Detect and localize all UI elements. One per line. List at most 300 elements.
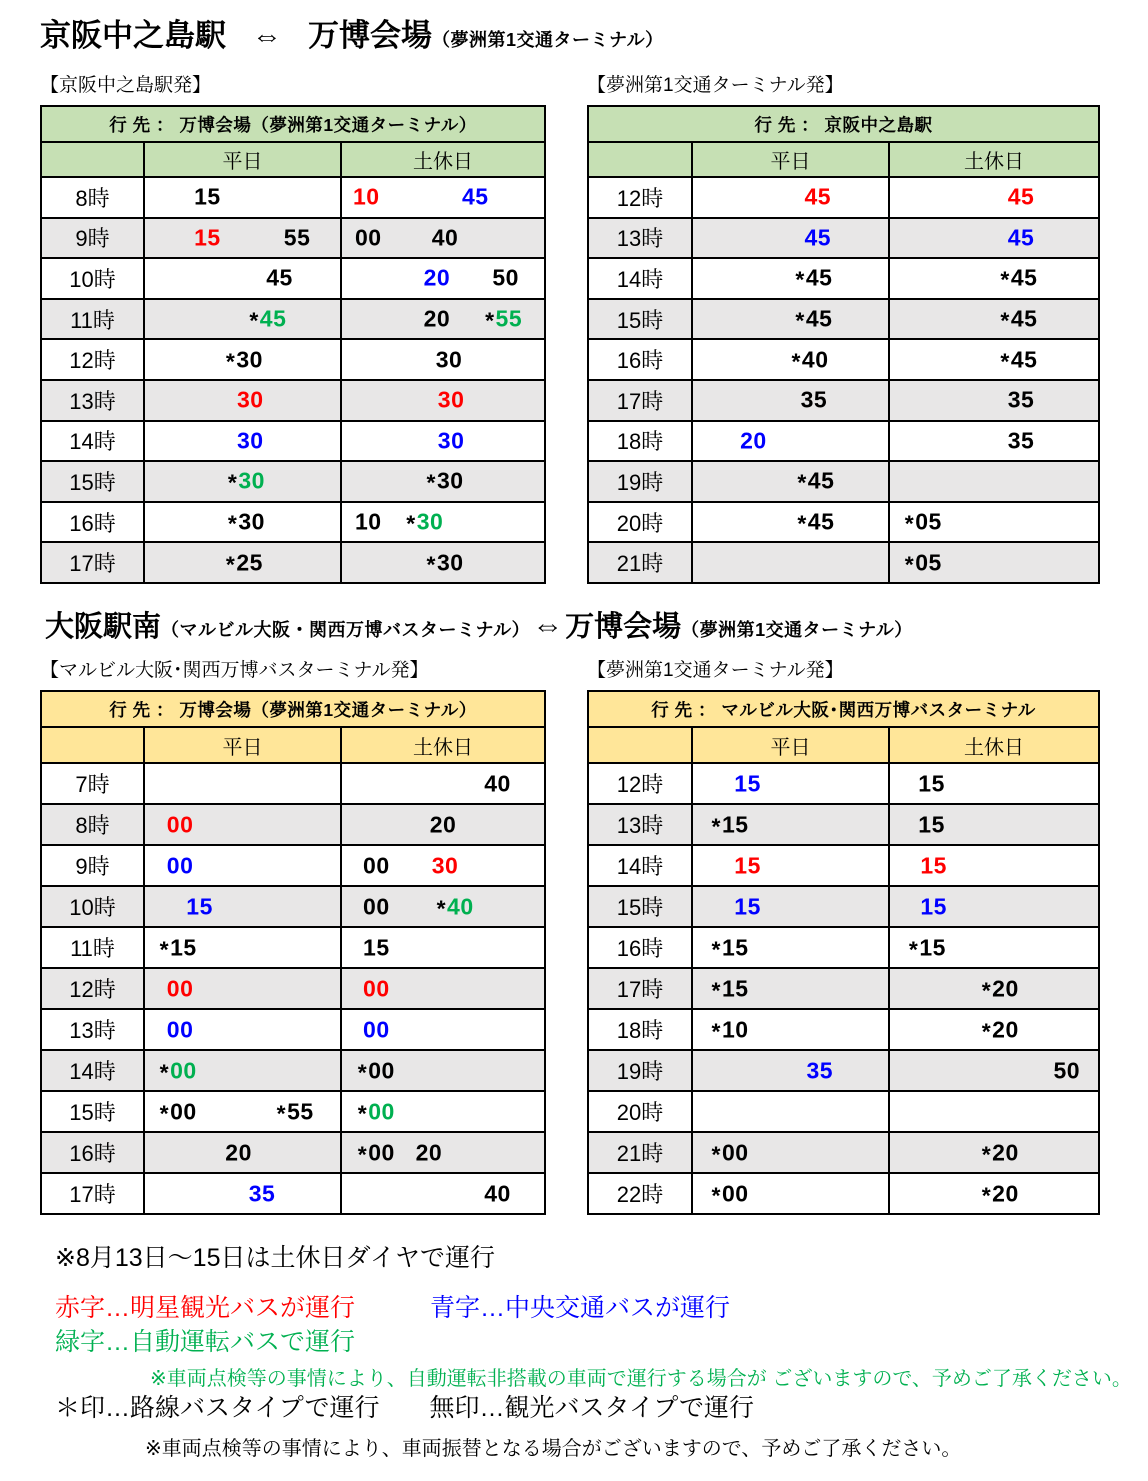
time-value bbox=[432, 224, 459, 251]
route-bus-asterisk: * bbox=[357, 1100, 368, 1126]
minute-text: 10 bbox=[721, 1016, 749, 1042]
minute-text: 15 bbox=[734, 770, 761, 796]
weekday-cell bbox=[143, 1092, 340, 1131]
minute-text: 00 bbox=[368, 1057, 395, 1083]
minute-text: 00 bbox=[721, 1139, 749, 1165]
route-bus-asterisk: * bbox=[485, 307, 495, 334]
minute-text: 15 bbox=[918, 811, 945, 837]
holiday-cell bbox=[888, 887, 1098, 926]
hour-cell: 17時 bbox=[69, 551, 116, 577]
route-bus-asterisk: * bbox=[904, 510, 915, 537]
legend-red-operator: 赤字…明星観光バスが運行 bbox=[55, 1294, 356, 1322]
table-row bbox=[42, 543, 544, 582]
legend-green-operator: 緑字…自動運転バスで運行 bbox=[55, 1328, 356, 1356]
route-bus-asterisk: * bbox=[436, 895, 447, 921]
holiday-cell bbox=[888, 764, 1098, 803]
timetable-nakanoshima-to-expo bbox=[40, 105, 546, 584]
destination-header: 行 先 ： 万博会場（夢洲第1交通ターミナル） bbox=[42, 692, 544, 728]
table-row bbox=[589, 340, 1098, 381]
minute-text: 45 bbox=[807, 508, 835, 535]
minute-text: 35 bbox=[806, 1057, 834, 1083]
time-value bbox=[194, 224, 221, 251]
minute-text: 55 bbox=[283, 224, 311, 251]
weekday-cell bbox=[143, 462, 340, 501]
minute-text: 40 bbox=[484, 1180, 511, 1206]
weekday-cell bbox=[691, 887, 888, 926]
minute-text: 00 bbox=[363, 975, 390, 1001]
hour-cell: 7時 bbox=[75, 772, 110, 797]
table-row bbox=[589, 928, 1098, 969]
route-bus-asterisk: * bbox=[357, 1141, 368, 1167]
route-bus-asterisk: * bbox=[908, 936, 919, 962]
weekday-cell bbox=[143, 805, 340, 844]
time-value bbox=[167, 975, 194, 1002]
time-value bbox=[432, 852, 459, 879]
hour-cell: 16時 bbox=[616, 348, 664, 374]
holiday-cell bbox=[888, 340, 1098, 379]
hour-cell: 15時 bbox=[69, 469, 116, 495]
hour-cell: 13時 bbox=[616, 226, 664, 252]
hour-cell: 14時 bbox=[616, 854, 664, 879]
time-value bbox=[436, 346, 463, 373]
table-row bbox=[42, 462, 544, 503]
minute-text: 45 bbox=[1007, 183, 1035, 210]
time-value bbox=[1008, 427, 1035, 454]
hour-cell: 20時 bbox=[616, 1100, 664, 1125]
minute-text: 20 bbox=[992, 1139, 1019, 1165]
hour-cell: 16時 bbox=[69, 1141, 116, 1166]
minute-text: 45 bbox=[807, 467, 835, 494]
section2-title-destination-sub: （夢洲第1交通ターミナル） bbox=[681, 620, 913, 640]
hour-cell: 21時 bbox=[616, 551, 664, 577]
weekday-cell bbox=[143, 503, 340, 542]
time-value bbox=[186, 893, 213, 920]
minute-text: 00 bbox=[368, 1139, 395, 1165]
section2-title-origin: 大阪駅南 bbox=[45, 611, 162, 643]
holiday-cell bbox=[888, 178, 1098, 217]
route-bus-asterisk: * bbox=[981, 1141, 992, 1167]
minute-text: 45 bbox=[805, 305, 833, 332]
time-value bbox=[249, 1180, 276, 1207]
table-row bbox=[589, 178, 1098, 219]
weekday-cell bbox=[143, 259, 340, 298]
destination-header: 行 先 ： 京阪中之島駅 bbox=[589, 107, 1098, 143]
weekday-cell bbox=[691, 1010, 888, 1049]
minute-text: 20 bbox=[992, 1016, 1019, 1042]
hour-cell: 20時 bbox=[616, 510, 664, 536]
time-value bbox=[430, 811, 457, 838]
time-value bbox=[249, 306, 286, 333]
time-value bbox=[982, 1180, 1019, 1207]
weekday-cell bbox=[691, 969, 888, 1008]
time-value bbox=[424, 265, 451, 292]
holiday-cell bbox=[340, 259, 544, 298]
minute-text: 30 bbox=[416, 508, 444, 535]
weekday-cell bbox=[691, 1133, 888, 1172]
section2-title-origin-sub: （マルビル大阪・関西万博バスターミナル） bbox=[161, 620, 531, 640]
minute-text: 15 bbox=[363, 934, 390, 960]
hour-cell: 17時 bbox=[616, 388, 664, 414]
time-value bbox=[734, 770, 761, 797]
table-row bbox=[589, 503, 1098, 544]
time-value bbox=[806, 1057, 833, 1084]
holiday-cell bbox=[340, 503, 544, 542]
table-row bbox=[589, 300, 1098, 341]
minute-text: 00 bbox=[363, 1016, 390, 1042]
table-row bbox=[589, 764, 1098, 805]
time-value bbox=[805, 184, 832, 211]
time-value bbox=[712, 934, 749, 961]
weekday-cell bbox=[143, 1051, 340, 1090]
table-row bbox=[589, 259, 1098, 300]
time-value bbox=[363, 934, 390, 961]
minute-text: 20 bbox=[992, 975, 1019, 1001]
holiday-cell bbox=[888, 1133, 1098, 1172]
hour-cell: 14時 bbox=[616, 266, 664, 292]
destination-header: 行 先 ： 万博会場（夢洲第1交通ターミナル） bbox=[42, 107, 544, 143]
weekday-cell bbox=[143, 340, 340, 379]
holiday-cell bbox=[888, 969, 1098, 1008]
time-value bbox=[167, 811, 194, 838]
table-row bbox=[42, 887, 544, 928]
holiday-cell bbox=[340, 1051, 544, 1090]
time-value bbox=[484, 770, 511, 797]
day-header-row bbox=[42, 728, 544, 764]
route-bus-asterisk: * bbox=[426, 551, 436, 578]
time-value bbox=[909, 934, 946, 961]
minute-text: 15 bbox=[920, 852, 947, 878]
time-value bbox=[355, 509, 382, 536]
weekday-cell bbox=[691, 422, 888, 461]
route-bus-asterisk: * bbox=[1000, 307, 1010, 334]
day-header-row bbox=[42, 143, 544, 178]
time-value bbox=[918, 811, 945, 838]
hour-cell: 11時 bbox=[70, 307, 115, 333]
section1-title-destination: 万博会場 bbox=[308, 18, 432, 53]
minute-text: 00 bbox=[368, 1098, 395, 1124]
weekday-cell bbox=[143, 846, 340, 885]
route-bus-asterisk: * bbox=[225, 348, 236, 375]
day-header: 平日 bbox=[143, 728, 340, 762]
route-bus-asterisk: * bbox=[406, 510, 416, 537]
day-header-row bbox=[589, 728, 1098, 764]
legend-blue-operator: 青字…中央交通バスが運行 bbox=[430, 1294, 731, 1322]
time-value bbox=[237, 387, 264, 414]
minute-text: 15 bbox=[920, 893, 947, 919]
minute-text: 30 bbox=[435, 346, 463, 373]
time-value bbox=[237, 427, 264, 454]
day-header: 平日 bbox=[691, 728, 888, 762]
minute-text: 10 bbox=[354, 508, 382, 535]
hour-cell: 21時 bbox=[616, 1141, 664, 1166]
minute-text: 45 bbox=[259, 305, 287, 332]
minute-text: 00 bbox=[166, 975, 194, 1001]
time-value bbox=[426, 468, 463, 495]
weekday-cell bbox=[691, 1051, 888, 1090]
time-value bbox=[284, 224, 311, 251]
hour-cell: 8時 bbox=[75, 185, 110, 211]
minute-text: 20 bbox=[423, 264, 451, 291]
holiday-cell bbox=[888, 1010, 1098, 1049]
weekday-cell bbox=[691, 219, 888, 258]
day-header: 土休日 bbox=[888, 728, 1098, 762]
time-value bbox=[492, 265, 519, 292]
table-row bbox=[42, 340, 544, 381]
table-row bbox=[42, 422, 544, 463]
minute-text: 35 bbox=[1007, 386, 1035, 413]
time-value bbox=[712, 975, 749, 1002]
hour-cell: 17時 bbox=[69, 1182, 116, 1207]
minute-text: 45 bbox=[462, 183, 489, 210]
table-row bbox=[589, 969, 1098, 1010]
holiday-cell bbox=[340, 1092, 544, 1131]
weekday-cell bbox=[691, 764, 888, 803]
weekday-cell bbox=[691, 340, 888, 379]
route-bus-asterisk: * bbox=[276, 1100, 287, 1126]
minute-text: 15 bbox=[170, 934, 197, 960]
minute-text: 15 bbox=[721, 811, 749, 837]
hour-cell: 17時 bbox=[616, 977, 664, 1002]
time-value bbox=[355, 224, 382, 251]
weekday-cell bbox=[691, 1174, 888, 1213]
time-value bbox=[485, 306, 522, 333]
table-row bbox=[589, 887, 1098, 928]
minute-text: 45 bbox=[804, 183, 832, 210]
time-value bbox=[353, 184, 380, 211]
time-value bbox=[363, 1016, 390, 1043]
legend-green-disclaimer: ※車両点検等の事情により、自動運転非搭載の車両で運行する場合が ございますので、予めご了承ください。 bbox=[150, 1368, 1132, 1390]
weekday-cell bbox=[143, 969, 340, 1008]
minute-text: 30 bbox=[238, 467, 265, 494]
hour-cell: 18時 bbox=[616, 1018, 664, 1043]
minute-text: 50 bbox=[492, 264, 519, 291]
double-arrow-icon: ⇔ bbox=[532, 608, 564, 643]
holiday-cell bbox=[340, 928, 544, 967]
time-value bbox=[358, 1098, 395, 1125]
minute-text: 05 bbox=[915, 549, 942, 576]
hour-cell: 12時 bbox=[616, 772, 664, 797]
minute-text: 15 bbox=[721, 934, 749, 960]
holiday-cell bbox=[888, 928, 1098, 967]
section1-title bbox=[40, 10, 664, 55]
minute-text: 15 bbox=[734, 852, 761, 878]
route-bus-asterisk: * bbox=[711, 1018, 721, 1044]
section1-title-destination-sub: （夢洲第1交通ターミナル） bbox=[432, 30, 664, 50]
hour-cell: 14時 bbox=[69, 1059, 116, 1084]
time-value bbox=[920, 852, 947, 879]
route-bus-asterisk: * bbox=[981, 1182, 992, 1208]
time-value bbox=[424, 306, 451, 333]
table-row bbox=[42, 503, 544, 544]
time-value bbox=[167, 1016, 194, 1043]
hour-cell: 22時 bbox=[616, 1182, 664, 1207]
time-value bbox=[801, 387, 828, 414]
time-value bbox=[358, 1139, 395, 1166]
route-bus-asterisk: * bbox=[711, 1182, 721, 1208]
minute-text: 15 bbox=[734, 893, 761, 919]
minute-text: 00 bbox=[166, 852, 194, 878]
minute-text: 40 bbox=[484, 770, 511, 796]
time-value bbox=[712, 1016, 749, 1043]
corner-cell bbox=[589, 143, 691, 176]
weekday-cell bbox=[143, 887, 340, 926]
time-value bbox=[406, 509, 443, 536]
route-bus-asterisk: * bbox=[981, 977, 992, 1003]
time-value bbox=[797, 468, 834, 495]
minute-text: 55 bbox=[287, 1098, 314, 1124]
holiday-cell bbox=[340, 543, 544, 582]
day-header: 土休日 bbox=[340, 143, 544, 176]
time-value bbox=[194, 184, 221, 211]
hour-cell: 13時 bbox=[616, 813, 664, 838]
holiday-cell bbox=[340, 340, 544, 379]
table-row bbox=[42, 300, 544, 341]
day-header: 平日 bbox=[691, 143, 888, 176]
time-value bbox=[795, 306, 832, 333]
table-row bbox=[42, 928, 544, 969]
weekday-cell bbox=[691, 300, 888, 339]
table-row bbox=[589, 1010, 1098, 1051]
hour-cell: 19時 bbox=[616, 469, 664, 495]
minute-text: 20 bbox=[415, 1139, 443, 1165]
minute-text: 45 bbox=[266, 264, 293, 291]
minute-text: 15 bbox=[194, 224, 221, 251]
minute-text: 00 bbox=[721, 1180, 749, 1206]
hour-cell: 12時 bbox=[69, 977, 116, 1002]
weekday-cell bbox=[143, 178, 340, 217]
hour-cell: 11時 bbox=[70, 936, 115, 961]
time-value bbox=[712, 1180, 749, 1207]
timetable-expo-to-nakanoshima bbox=[587, 105, 1100, 584]
weekday-cell bbox=[691, 503, 888, 542]
time-value bbox=[160, 934, 197, 961]
route-bus-asterisk: * bbox=[159, 936, 170, 962]
time-value bbox=[363, 852, 390, 879]
time-value bbox=[805, 224, 832, 251]
route-bus-asterisk: * bbox=[797, 469, 807, 496]
time-value bbox=[1054, 1057, 1081, 1084]
route-bus-asterisk: * bbox=[159, 1100, 170, 1126]
table-caption-yumeshima-dep-1: 【夢洲第1交通ターミナル発】 bbox=[587, 75, 844, 96]
time-value bbox=[160, 1057, 197, 1084]
time-value bbox=[1000, 346, 1037, 373]
hour-cell: 13時 bbox=[69, 388, 116, 414]
table-row bbox=[589, 846, 1098, 887]
time-value bbox=[226, 346, 263, 373]
weekday-cell bbox=[143, 219, 340, 258]
time-value bbox=[982, 1016, 1019, 1043]
holiday-cell bbox=[340, 422, 544, 461]
table-row bbox=[42, 1174, 544, 1213]
minute-text: 00 bbox=[354, 224, 382, 251]
weekday-cell bbox=[143, 1133, 340, 1172]
time-value bbox=[416, 1139, 443, 1166]
weekday-cell bbox=[143, 300, 340, 339]
route-bus-asterisk: * bbox=[1000, 348, 1010, 375]
table-row bbox=[589, 805, 1098, 846]
time-value bbox=[462, 184, 489, 211]
holiday-cell bbox=[340, 1010, 544, 1049]
time-value bbox=[228, 468, 265, 495]
time-value bbox=[734, 852, 761, 879]
hour-cell: 14時 bbox=[69, 429, 116, 455]
minute-text: 45 bbox=[804, 224, 832, 251]
corner-cell bbox=[42, 143, 143, 176]
day-header: 平日 bbox=[143, 143, 340, 176]
table-row bbox=[42, 1133, 544, 1174]
minute-text: 40 bbox=[447, 893, 474, 919]
holiday-cell bbox=[888, 503, 1098, 542]
time-value bbox=[1008, 184, 1035, 211]
weekday-cell bbox=[691, 381, 888, 420]
table-row bbox=[42, 846, 544, 887]
route-bus-asterisk: * bbox=[711, 813, 721, 839]
minute-text: 30 bbox=[237, 427, 264, 454]
weekday-cell bbox=[143, 381, 340, 420]
holiday-cell bbox=[888, 422, 1098, 461]
table-row bbox=[42, 1010, 544, 1051]
minute-text: 50 bbox=[1053, 1057, 1081, 1083]
time-value bbox=[426, 549, 463, 576]
time-value bbox=[228, 509, 265, 536]
minute-text: 20 bbox=[992, 1180, 1019, 1206]
minute-text: 35 bbox=[248, 1180, 276, 1206]
holiday-cell bbox=[340, 300, 544, 339]
weekday-cell bbox=[691, 462, 888, 501]
time-value bbox=[277, 1098, 314, 1125]
timetable-osaka-to-expo bbox=[40, 690, 546, 1215]
minute-text: 15 bbox=[194, 183, 221, 210]
table-caption-marubiru-dep: 【マルビル大阪･関西万博バスターミナル発】 bbox=[40, 660, 429, 681]
minute-text: 00 bbox=[363, 852, 390, 878]
route-bus-asterisk: * bbox=[159, 1059, 170, 1085]
table-row bbox=[42, 1051, 544, 1092]
table-row bbox=[42, 969, 544, 1010]
route-bus-asterisk: * bbox=[1000, 266, 1010, 293]
minute-text: 20 bbox=[429, 811, 457, 837]
time-value bbox=[226, 549, 263, 576]
minute-text: 40 bbox=[431, 224, 459, 251]
route-bus-asterisk: * bbox=[904, 551, 915, 578]
time-value bbox=[167, 852, 194, 879]
minute-text: 05 bbox=[915, 508, 942, 535]
weekday-cell bbox=[691, 928, 888, 967]
minute-text: 40 bbox=[801, 346, 829, 373]
weekday-cell bbox=[691, 846, 888, 885]
table-row bbox=[589, 1174, 1098, 1213]
holiday-cell bbox=[888, 381, 1098, 420]
minute-text: 30 bbox=[436, 467, 464, 494]
minute-text: 30 bbox=[437, 427, 465, 454]
table-row bbox=[42, 219, 544, 260]
holiday-cell bbox=[888, 543, 1098, 582]
time-value bbox=[1000, 265, 1037, 292]
holiday-cell bbox=[888, 259, 1098, 298]
minute-text: 30 bbox=[236, 346, 263, 373]
time-value bbox=[1008, 387, 1035, 414]
section1-title-origin: 京阪中之島駅 bbox=[40, 18, 226, 53]
weekday-cell bbox=[691, 805, 888, 844]
hour-cell: 18時 bbox=[616, 429, 664, 455]
time-value bbox=[905, 549, 942, 576]
minute-text: 15 bbox=[918, 770, 945, 796]
minute-text: 00 bbox=[166, 811, 194, 837]
table-row bbox=[589, 219, 1098, 260]
time-value bbox=[438, 387, 465, 414]
table-row bbox=[589, 1092, 1098, 1133]
minute-text: 30 bbox=[436, 549, 464, 576]
route-bus-asterisk: * bbox=[711, 1141, 721, 1167]
